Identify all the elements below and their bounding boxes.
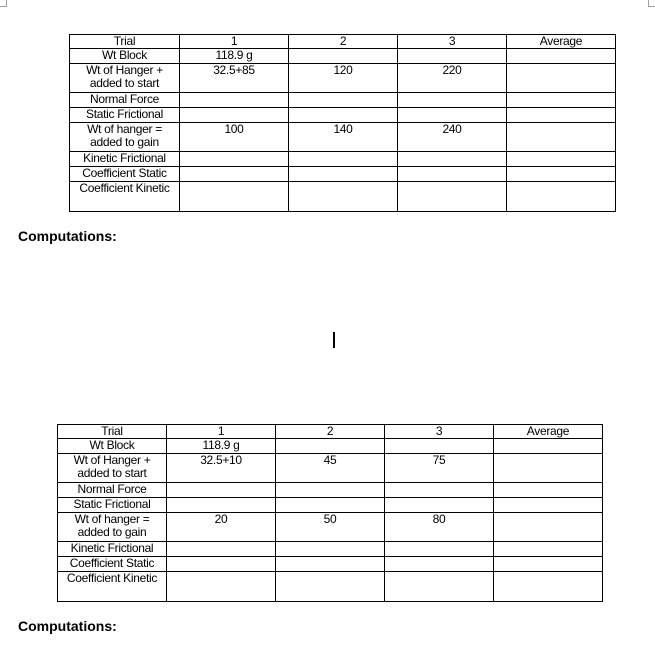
- table-row-hanger-gain: [70, 123, 616, 152]
- table-cell[interactable]: [276, 572, 385, 602]
- table-cell[interactable]: [494, 572, 603, 602]
- table-row-coefficient-static: [70, 167, 616, 182]
- table-row-coefficient-kinetic: [58, 572, 603, 602]
- table-cell[interactable]: [180, 152, 289, 167]
- table-cell[interactable]: 240: [398, 123, 507, 152]
- table-cell[interactable]: [276, 542, 385, 557]
- table-cell[interactable]: 32.5+10: [167, 454, 276, 483]
- table-cell[interactable]: [494, 513, 603, 542]
- table-cell[interactable]: [507, 93, 616, 108]
- table-cell[interactable]: [494, 483, 603, 498]
- table-cell[interactable]: [289, 182, 398, 212]
- table-cell[interactable]: [289, 152, 398, 167]
- header-cell-trial-2[interactable]: 2: [276, 425, 385, 439]
- row-label[interactable]: Wt of Hanger + added to start: [70, 64, 180, 93]
- table-cell[interactable]: [180, 108, 289, 123]
- header-cell-trial-1[interactable]: 1: [180, 35, 289, 49]
- row-label[interactable]: Kinetic Frictional: [58, 542, 167, 557]
- table-cell[interactable]: 140: [289, 123, 398, 152]
- table-cell[interactable]: [507, 108, 616, 123]
- table-cell[interactable]: [398, 49, 507, 64]
- table-cell[interactable]: [385, 557, 494, 572]
- table-row-kinetic-frictional: [70, 152, 616, 167]
- table-row-normal-force: [58, 483, 603, 498]
- row-label[interactable]: Wt of Hanger + added to start: [58, 454, 167, 483]
- table-cell[interactable]: [494, 498, 603, 513]
- table-cell[interactable]: [507, 49, 616, 64]
- table-cell[interactable]: 20: [167, 513, 276, 542]
- table-cell[interactable]: [167, 557, 276, 572]
- computations-heading[interactable]: Computations:: [18, 228, 117, 244]
- table-row-wt-block: [70, 49, 616, 64]
- table-row-static-frictional: [58, 498, 603, 513]
- table-cell[interactable]: 220: [398, 64, 507, 93]
- table-cell[interactable]: [494, 439, 603, 454]
- table-cell[interactable]: [167, 483, 276, 498]
- table-cell[interactable]: [180, 182, 289, 212]
- table-cell[interactable]: 80: [385, 513, 494, 542]
- row-label[interactable]: Wt Block: [70, 49, 180, 64]
- table-row-wt-block: [58, 439, 603, 454]
- table-row-kinetic-frictional: [58, 542, 603, 557]
- table-row-hanger-gain: [58, 513, 603, 542]
- table-cell[interactable]: [289, 49, 398, 64]
- table-cell[interactable]: [494, 557, 603, 572]
- header-cell-trial-1[interactable]: 1: [167, 425, 276, 439]
- row-label[interactable]: Coefficient Kinetic: [58, 572, 167, 602]
- header-cell-trial[interactable]: Trial: [70, 35, 180, 49]
- row-label[interactable]: Coefficient Kinetic: [70, 182, 180, 212]
- friction-data-table-1: [69, 34, 616, 212]
- table-cell[interactable]: [167, 572, 276, 602]
- table-cell[interactable]: [398, 152, 507, 167]
- table-cell[interactable]: [385, 498, 494, 513]
- table-cell[interactable]: [289, 93, 398, 108]
- table-cell[interactable]: [167, 498, 276, 513]
- row-label[interactable]: Wt of hanger = added to gain: [70, 123, 180, 152]
- table-cell[interactable]: [385, 439, 494, 454]
- table-row-hanger-start: [70, 64, 616, 93]
- table-cell[interactable]: 100: [180, 123, 289, 152]
- table-cell[interactable]: [398, 93, 507, 108]
- table-cell[interactable]: [180, 167, 289, 182]
- table-header-row: [70, 35, 616, 49]
- row-label[interactable]: Kinetic Frictional: [70, 152, 180, 167]
- table-cell[interactable]: 32.5+85: [180, 64, 289, 93]
- row-label[interactable]: Wt Block: [58, 439, 167, 454]
- row-label[interactable]: Coefficient Static: [70, 167, 180, 182]
- table-cell[interactable]: [507, 64, 616, 93]
- table-row-coefficient-kinetic: [70, 182, 616, 212]
- table-cell[interactable]: [289, 108, 398, 123]
- table-cell[interactable]: 120: [289, 64, 398, 93]
- table-cell[interactable]: [507, 182, 616, 212]
- table-cell[interactable]: [398, 182, 507, 212]
- table-cell[interactable]: 45: [276, 454, 385, 483]
- table-cell[interactable]: [494, 454, 603, 483]
- text-cursor: [333, 332, 335, 348]
- table-cell[interactable]: [398, 167, 507, 182]
- row-label[interactable]: Static Frictional: [70, 108, 180, 123]
- table-cell[interactable]: [507, 152, 616, 167]
- table-cell[interactable]: [276, 498, 385, 513]
- row-label[interactable]: Wt of hanger = added to gain: [58, 513, 167, 542]
- table-cell[interactable]: 50: [276, 513, 385, 542]
- header-cell-trial-3[interactable]: 3: [398, 35, 507, 49]
- table-cell[interactable]: [398, 108, 507, 123]
- page-corner-mark-left: [0, 0, 7, 7]
- table-header-row: [58, 425, 603, 439]
- header-cell-average[interactable]: Average: [507, 35, 616, 49]
- table-row-hanger-start: [58, 454, 603, 483]
- table-cell[interactable]: [276, 439, 385, 454]
- table-cell[interactable]: [289, 167, 398, 182]
- friction-data-table-2: [57, 424, 603, 602]
- table-cell[interactable]: [507, 123, 616, 152]
- table-cell[interactable]: [276, 557, 385, 572]
- table-cell[interactable]: [385, 572, 494, 602]
- table-cell[interactable]: 75: [385, 454, 494, 483]
- page-corner-mark-right: [648, 0, 655, 7]
- table-row-coefficient-static: [58, 557, 603, 572]
- table-row-normal-force: [70, 93, 616, 108]
- table-cell[interactable]: 118.9 g: [167, 439, 276, 454]
- header-cell-trial-2[interactable]: 2: [289, 35, 398, 49]
- row-label[interactable]: Normal Force: [58, 483, 167, 498]
- header-cell-trial-3[interactable]: 3: [385, 425, 494, 439]
- header-cell-trial[interactable]: Trial: [58, 425, 167, 439]
- computations-heading[interactable]: Computations:: [18, 618, 117, 634]
- row-label[interactable]: Coefficient Static: [58, 557, 167, 572]
- table-cell[interactable]: [385, 542, 494, 557]
- table-cell[interactable]: 118.9 g: [180, 49, 289, 64]
- table-cell[interactable]: [276, 483, 385, 498]
- table-row-static-frictional: [70, 108, 616, 123]
- table-cell[interactable]: [507, 167, 616, 182]
- table-cell[interactable]: [180, 93, 289, 108]
- row-label[interactable]: Static Frictional: [58, 498, 167, 513]
- table-cell[interactable]: [385, 483, 494, 498]
- table-cell[interactable]: [167, 542, 276, 557]
- header-cell-average[interactable]: Average: [494, 425, 603, 439]
- table-cell[interactable]: [494, 542, 603, 557]
- row-label[interactable]: Normal Force: [70, 93, 180, 108]
